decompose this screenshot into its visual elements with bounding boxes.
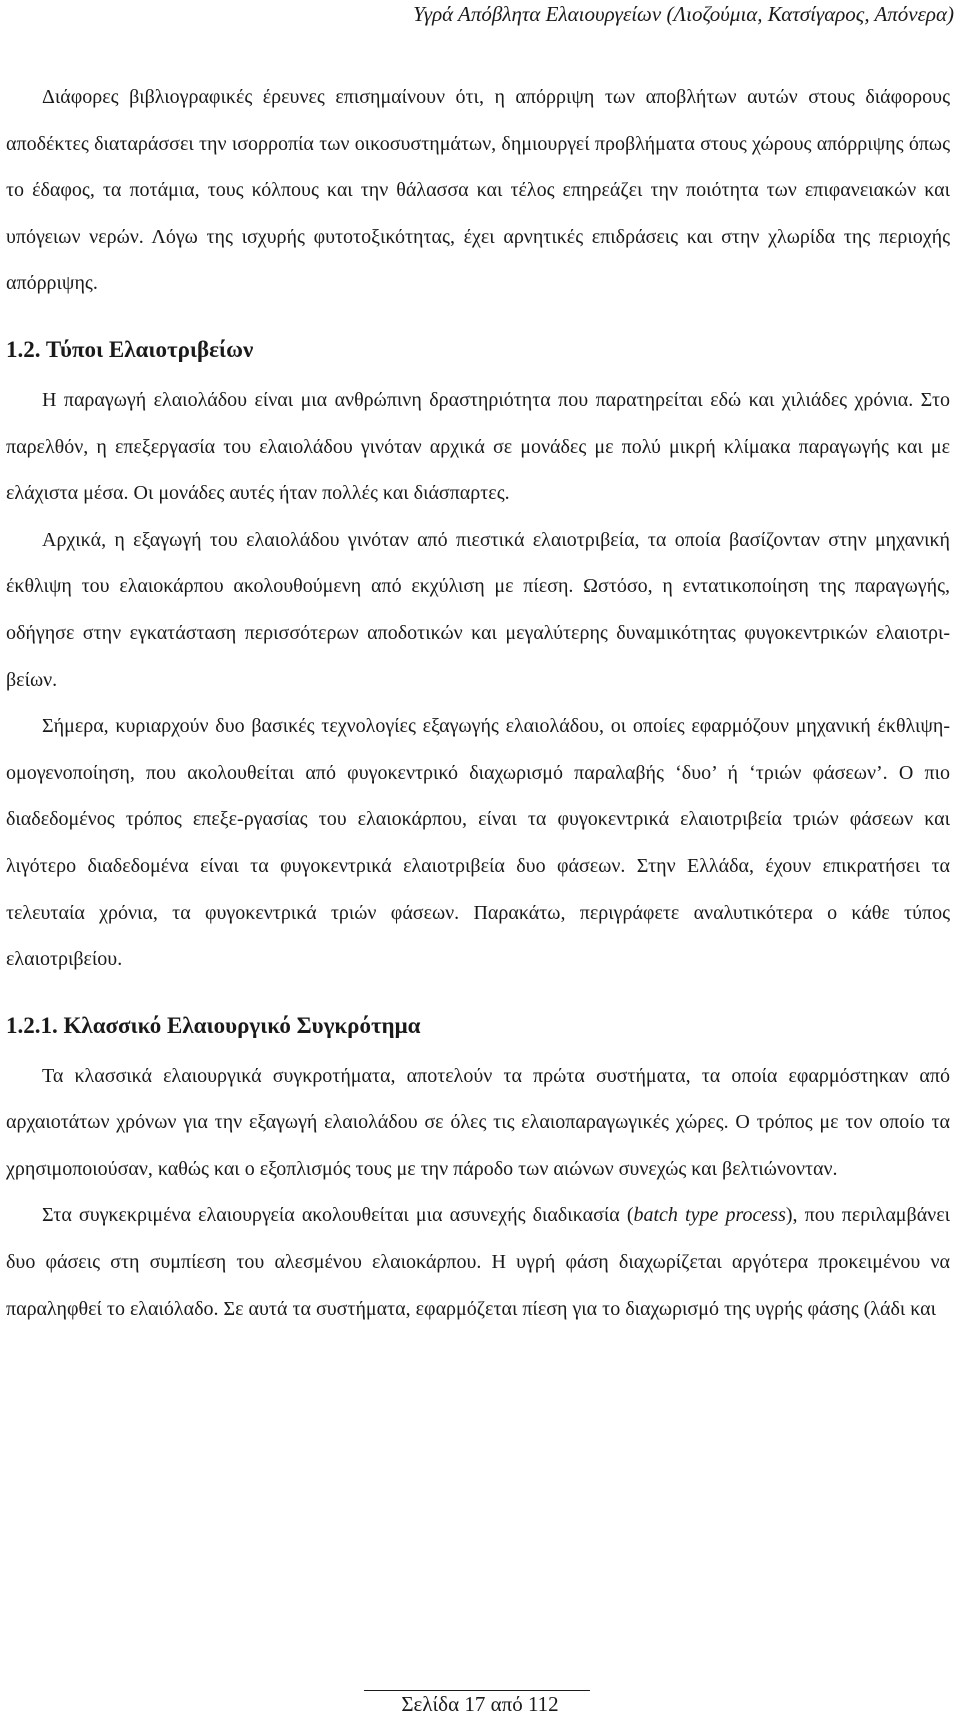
section-1-2-paragraph-2: Αρχικά, η εξαγωγή του ελαιολάδου γινόταν από πιεστικά ελαιοτριβεία, τα οποία βασίζονταν στην μηχανική έκθλιψη του ελαιοκάρπου ακολουθούμενη από εκχύλιση με πίεση. Ωστόσο, η εντατικοποίηση της παραγωγής, οδήγησε στην εγκατάσταση περισσότερων αποδοτικών και μεγαλύτερης δυναμικότητας φυγοκεντρικών ελαιοτρι-βείων. [6, 528, 950, 691]
page-number: Σελίδα 17 από 112 [401, 1692, 559, 1716]
paragraph-2-text-after: ), που περιλαμβάνει δυο φάσεις στη συμπίεση του αλεσμένου ελαιοκάρπου. Η υγρή φάση διαχωρίζεται αργότερα προκειμένου να παραληφθεί το ελαιόλαδο. Σε αυτά τα συστήματα, εφαρμόζεται πίεση για το διαχωρισμό της υγρής φάσης (λάδι και [6, 1204, 950, 1320]
section-1-2-paragraph-3: Σήμερα, κυριαρχούν δυο βασικές τεχνολογίες εξαγωγής ελαιολάδου, οι οποίες εφαρμόζουν μηχανική έκθλιψη-ομογενοποίηση, που ακολουθείται από φυγοκεντρικό διαχωρισμό παραλαβής ‘δυο’ ή ‘τριών φάσεων’. Ο πιο διαδεδομένος τρόπος επεξε-ργασίας του ελαιοκάρπου, είναι τα φυγοκεντρικά ελαιοτριβεία τριών φάσεων και λιγότερο διαδεδομένα είναι τα φυγοκεντρικά ελαιοτριβεία δυο φάσεων. Στην Ελλάδα, έχουν επικρατήσει τα τελευταία χρόνια, τα φυγοκεντρικά τριών φάσεων. Παρακάτω, περιγράφετε αναλυτικότερα ο κάθε τύπος ελαιοτριβείου. [6, 715, 950, 971]
section-1-2-1-paragraph-2 [6, 1192, 950, 1332]
running-header: Υγρά Απόβλητα Ελαιουργείων (Λιοζούμια, Κατσίγαρος, Απόνερα) [413, 2, 954, 26]
page-content [6, 74, 950, 1332]
section-1-2-paragraph-1: Η παραγωγή ελαιολάδου είναι μια ανθρώπινη δραστηριότητα που παρατηρείται εδώ και χιλιάδες χρόνια. Στο παρελθόν, η επεξεργασία του ελαιολάδου γινόταν αρχικά σε μονάδες με πολύ μικρή κλίμακα παραγωγής και με ελάχιστα μέσα. Οι μονάδες αυτές ήταν πολλές και διάσπαρτες. [6, 388, 950, 505]
section-heading-1-2-1: 1.2.1. Κλασσικό Ελαιουργικό Συγκρότημα [6, 1012, 421, 1038]
intro-paragraph: Διάφορες βιβλιογραφικές έρευνες επισημαίνουν ότι, η απόρριψη των αποβλήτων αυτών στους διάφορους αποδέκτες διαταράσσει την ισορροπία των οικοσυστημάτων, δημιουργεί προβλήματα στους χώρους απόρριψης όπως το έδαφος, τα ποτάμια, τους κόλπους και την θάλασσα και τέλος επηρεάζει την ποιότητα των επιφανειακών και υπόγειων νερών. Λόγω της ισχυρής φυτοτοξικότητας, έχει αρνητικές επιδράσεις και στην χλωρίδα της περιοχής απόρριψης. [6, 86, 950, 295]
footer-rule [364, 1690, 590, 1691]
paragraph-2-text-before: Στα συγκεκριμένα ελαιουργεία ακολουθείται μια ασυνεχής διαδικασία ( [42, 1204, 634, 1227]
batch-type-process-term: batch type process [633, 1204, 786, 1227]
section-1-2-1-paragraph-1: Τα κλασσικά ελαιουργικά συγκροτήματα, αποτελούν τα πρώτα συστήματα, τα οποία εφαρμόστηκαν από αρχαιοτάτων χρόνων για την εξαγωγή ελαιολάδου σε όλες τις ελαιοπαραγωγικές χώρες. Ο τρόπος με τον οποίο τα χρησιμοποιούσαν, καθώς και ο εξοπλισμός τους με την πάροδο των αιώνων συνεχώς και βελτιώνονταν. [6, 1064, 950, 1180]
section-heading-1-2: 1.2. Τύποι Ελαιοτριβείων [6, 336, 254, 362]
